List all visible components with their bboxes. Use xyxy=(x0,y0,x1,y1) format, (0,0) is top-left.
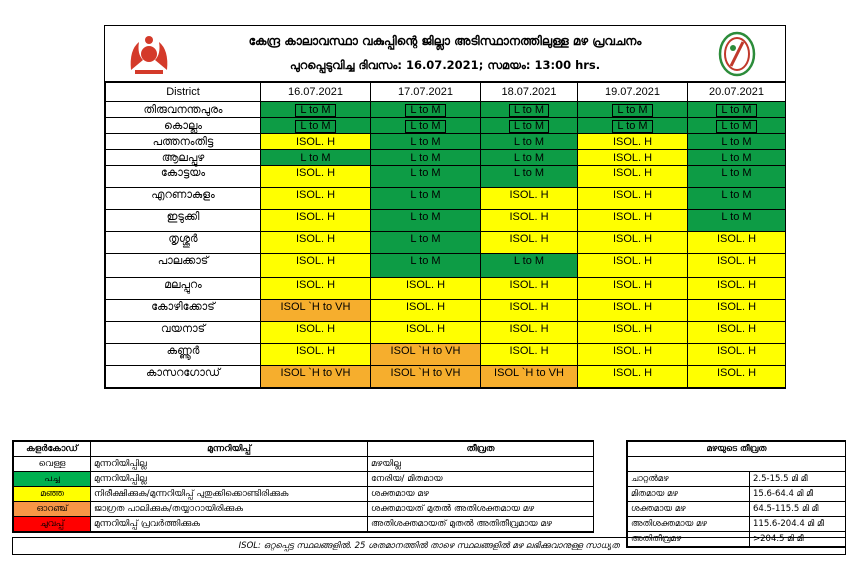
district-name: ഇടുക്കി xyxy=(106,210,261,232)
forecast-row xyxy=(106,210,786,232)
date-column-header: 20.07.2021 xyxy=(688,83,786,102)
forecast-value: L to M xyxy=(410,255,441,267)
forecast-value: ISOL. H xyxy=(509,189,549,201)
legend-color-code: വെള്ള xyxy=(14,457,91,472)
forecast-cell xyxy=(688,300,786,322)
legend-intensity: നേരിയ/ മിതമായ xyxy=(368,472,594,487)
intensity-label: മിതമായ മഴ xyxy=(628,487,750,502)
intensity-row xyxy=(628,472,846,487)
forecast-cell xyxy=(481,188,578,210)
forecast-value: ISOL. H xyxy=(509,279,549,291)
forecast-value: ISOL. H xyxy=(612,367,653,379)
forecast-value: L to M xyxy=(295,120,335,133)
forecast-value: ISOL. H xyxy=(509,301,549,313)
forecast-cell xyxy=(688,278,786,300)
forecast-cell xyxy=(481,254,578,278)
forecast-value: ISOL. H xyxy=(295,279,336,291)
date-column-header: 17.07.2021 xyxy=(371,83,481,102)
forecast-value: ISOL. H xyxy=(295,345,336,357)
forecast-table xyxy=(104,25,786,389)
forecast-value: ISOL `H to VH xyxy=(390,345,461,357)
rain-intensity-table xyxy=(626,440,846,548)
forecast-column-header-row xyxy=(106,83,786,102)
forecast-value: ISOL. H xyxy=(295,135,336,148)
legend-color-code: മഞ്ഞ xyxy=(14,487,91,502)
intensity-spacer xyxy=(628,457,846,472)
legend-row xyxy=(14,472,594,487)
intensity-label: അതിശക്തമായ മഴ xyxy=(628,517,750,532)
forecast-cell xyxy=(481,344,578,366)
forecast-cell xyxy=(578,366,688,388)
intensity-range: 15.6-64.4 മി മീ xyxy=(750,487,846,502)
forecast-value: ISOL. H xyxy=(716,279,757,291)
forecast-value: L to M xyxy=(612,104,652,117)
forecast-value: L to M xyxy=(405,104,445,117)
forecast-value: ISOL. H xyxy=(612,135,653,148)
forecast-value: L to M xyxy=(721,135,752,148)
forecast-cell xyxy=(371,232,481,254)
district-name: എറണാകുളം xyxy=(106,188,261,210)
forecast-row xyxy=(106,344,786,366)
legend-row xyxy=(14,457,594,472)
forecast-cell xyxy=(481,278,578,300)
legend-intensity: മഴയില്ല xyxy=(368,457,594,472)
forecast-cell xyxy=(578,102,688,118)
forecast-value: L to M xyxy=(721,189,752,201)
forecast-value: L to M xyxy=(509,120,549,133)
forecast-cell xyxy=(481,232,578,254)
forecast-cell xyxy=(371,278,481,300)
forecast-cell xyxy=(578,278,688,300)
forecast-value: ISOL. H xyxy=(612,189,653,201)
forecast-cell xyxy=(481,210,578,232)
forecast-value: ISOL. H xyxy=(612,233,653,245)
intensity-label: അതിതീവ്രമഴ xyxy=(628,532,750,547)
forecast-value: L to M xyxy=(721,211,752,223)
forecast-row xyxy=(106,166,786,188)
forecast-value: ISOL. H xyxy=(716,233,757,245)
forecast-cell xyxy=(578,166,688,188)
legend-header: മുന്നറിയിപ്പ് xyxy=(91,442,368,457)
forecast-cell xyxy=(578,254,688,278)
forecast-value: ISOL. H xyxy=(405,279,446,291)
forecast-value: ISOL. H xyxy=(716,323,757,335)
intensity-range: 115.6-204.4 മി മീ xyxy=(750,517,846,532)
forecast-cell xyxy=(371,344,481,366)
district-name: ആലപ്പുഴ xyxy=(106,150,261,166)
intensity-range: 64.5-115.5 മി മീ xyxy=(750,502,846,517)
forecast-value: L to M xyxy=(513,255,545,267)
intensity-spacer-row xyxy=(628,457,846,472)
forecast-row xyxy=(106,278,786,300)
forecast-value: L to M xyxy=(410,189,441,201)
legend-warning: മുന്നറിയിപ്പ് പ്രവർത്തിക്കുക xyxy=(91,517,368,532)
forecast-cell xyxy=(688,166,786,188)
forecast-cell xyxy=(688,150,786,166)
district-column-header: District xyxy=(106,83,261,102)
forecast-cell xyxy=(261,344,371,366)
forecast-cell xyxy=(371,210,481,232)
legend-header-row xyxy=(14,442,594,457)
district-name: തൃശ്ശൂർ xyxy=(106,232,261,254)
forecast-cell xyxy=(688,102,786,118)
forecast-value: L to M xyxy=(716,120,756,133)
issue-date-line xyxy=(105,58,785,73)
forecast-cell xyxy=(481,102,578,118)
forecast-value: L to M xyxy=(410,167,441,179)
forecast-cell xyxy=(481,150,578,166)
forecast-value: L to M xyxy=(513,135,545,148)
legend-warning: ജാഗ്രത പാലിക്കുക/തയ്യാറായിരിക്കുക xyxy=(91,502,368,517)
forecast-value: ISOL. H xyxy=(295,211,336,223)
forecast-value: ISOL. H xyxy=(612,151,653,164)
forecast-cell xyxy=(578,134,688,150)
legend-color-code: ഓറഞ്ച് xyxy=(14,502,91,517)
district-name: മലപ്പുറം xyxy=(106,278,261,300)
forecast-value: ISOL. H xyxy=(295,167,336,179)
date-column-header: 19.07.2021 xyxy=(578,83,688,102)
forecast-value: L to M xyxy=(410,151,441,164)
legend-row xyxy=(14,517,594,532)
district-name: കോഴിക്കോട് xyxy=(106,300,261,322)
forecast-value: ISOL. H xyxy=(716,367,757,379)
legend-color-code: ചുവപ്പ് xyxy=(14,517,91,532)
forecast-cell xyxy=(371,166,481,188)
forecast-cell xyxy=(481,300,578,322)
forecast-value: ISOL. H xyxy=(509,323,549,335)
forecast-value: ISOL `H to VH xyxy=(494,367,564,379)
forecast-cell xyxy=(261,254,371,278)
imd-logo-icon xyxy=(711,30,763,78)
forecast-value: L to M xyxy=(612,120,652,133)
forecast-value: ISOL `H to VH xyxy=(280,367,351,379)
forecast-cell xyxy=(688,134,786,150)
legend-warning: മുന്നറിയിപ്പില്ല xyxy=(91,457,368,472)
forecast-cell xyxy=(688,366,786,388)
forecast-value: ISOL. H xyxy=(716,255,757,267)
forecast-cell xyxy=(578,188,688,210)
intensity-row xyxy=(628,487,846,502)
forecast-cell xyxy=(688,232,786,254)
forecast-cell xyxy=(261,134,371,150)
issue-time-value: 13:00 hrs. xyxy=(534,58,601,72)
forecast-value: ISOL. H xyxy=(716,345,757,357)
forecast-value: L to M xyxy=(300,151,331,164)
forecast-cell xyxy=(261,166,371,188)
forecast-row xyxy=(106,134,786,150)
forecast-cell xyxy=(371,118,481,134)
forecast-cell xyxy=(688,118,786,134)
intensity-row xyxy=(628,502,846,517)
intensity-label: ശക്തമായ മഴ xyxy=(628,502,750,517)
district-name: കാസറഗോഡ് xyxy=(106,366,261,388)
forecast-cell xyxy=(371,366,481,388)
forecast-value: ISOL `H to VH xyxy=(390,367,461,379)
issue-date-value: 16.07.2021; xyxy=(405,58,484,72)
forecast-value: ISOL. H xyxy=(405,301,446,313)
forecast-row xyxy=(106,366,786,388)
forecast-cell xyxy=(371,134,481,150)
forecast-cell xyxy=(261,322,371,344)
forecast-cell xyxy=(578,232,688,254)
forecast-cell xyxy=(578,150,688,166)
forecast-value: L to M xyxy=(410,135,441,148)
forecast-row xyxy=(106,254,786,278)
district-name: കോട്ടയം xyxy=(106,166,261,188)
forecast-cell xyxy=(688,344,786,366)
forecast-cell xyxy=(261,150,371,166)
forecast-cell xyxy=(261,102,371,118)
forecast-cell xyxy=(371,150,481,166)
forecast-cell xyxy=(481,166,578,188)
forecast-cell xyxy=(481,134,578,150)
forecast-cell xyxy=(578,118,688,134)
forecast-value: ISOL. H xyxy=(612,167,653,179)
forecast-cell xyxy=(578,210,688,232)
forecast-value: ISOL. H xyxy=(295,233,336,245)
district-name: വയനാട് xyxy=(106,322,261,344)
forecast-cell xyxy=(261,210,371,232)
forecast-cell xyxy=(578,322,688,344)
forecast-cell xyxy=(481,366,578,388)
forecast-value: ISOL. H xyxy=(295,255,336,267)
forecast-value: ISOL. H xyxy=(509,211,549,223)
forecast-value: L to M xyxy=(721,151,752,164)
forecast-value: ISOL `H to VH xyxy=(280,301,351,313)
footnote: ISOL: ഒറ്റപ്പെട്ട സ്ഥലങ്ങളിൽ. 25 ശതമാനത്തിൽ താഴെ സ്ഥലങ്ങളിൽ മഴ ലഭിക്കുവാനുള്ള സാധ്യത xyxy=(12,537,846,555)
forecast-row xyxy=(106,232,786,254)
forecast-row xyxy=(106,102,786,118)
legend-warning: മുന്നറിയിപ്പില്ല xyxy=(91,472,368,487)
legend-warning: നിരീക്ഷിക്കുക/മുന്നറിയിപ്പ് പുതുക്കിക്കൊണ്ടിരിക്കുക xyxy=(91,487,368,502)
forecast-cell xyxy=(371,188,481,210)
forecast-value: L to M xyxy=(405,120,445,133)
legend-header: തീവ്രത xyxy=(368,442,594,457)
forecast-value: L to M xyxy=(295,104,335,117)
forecast-row xyxy=(106,188,786,210)
legend-row xyxy=(14,502,594,517)
date-column-header: 18.07.2021 xyxy=(481,83,578,102)
forecast-value: ISOL. H xyxy=(612,323,653,335)
forecast-value: L to M xyxy=(716,104,756,117)
forecast-value: ISOL. H xyxy=(716,301,757,313)
district-name: കണ്ണൂർ xyxy=(106,344,261,366)
forecast-row xyxy=(106,322,786,344)
forecast-value: L to M xyxy=(513,151,545,164)
forecast-cell xyxy=(371,322,481,344)
legend-row xyxy=(14,487,594,502)
issue-date-label: പുറപ്പെടുവിച്ച ദിവസം: xyxy=(289,58,402,72)
forecast-grid xyxy=(105,82,786,388)
forecast-cell xyxy=(688,322,786,344)
intensity-label: ചാറ്റൽമഴ xyxy=(628,472,750,487)
forecast-header xyxy=(105,26,785,82)
district-name: പത്തനംതിട്ട xyxy=(106,134,261,150)
forecast-value: L to M xyxy=(410,233,441,245)
forecast-cell xyxy=(578,300,688,322)
forecast-cell xyxy=(261,300,371,322)
forecast-row xyxy=(106,300,786,322)
intensity-row xyxy=(628,517,846,532)
forecast-cell xyxy=(371,300,481,322)
forecast-value: L to M xyxy=(509,104,549,117)
intensity-range: >204.5 മി മീ xyxy=(750,532,846,547)
district-name: തിരുവനന്തപുരം xyxy=(106,102,261,118)
forecast-value: ISOL. H xyxy=(295,189,336,201)
forecast-cell xyxy=(261,366,371,388)
intensity-header: മഴയുടെ തീവ്രത xyxy=(628,442,846,457)
page-title: കേന്ദ്ര കാലാവസ്ഥാ വകുപ്പിന്റെ ജില്ലാ അടിസ്ഥാനത്തിലുള്ള മഴ പ്രവചനം xyxy=(248,34,642,48)
forecast-cell xyxy=(371,102,481,118)
intensity-header-row xyxy=(628,442,846,457)
forecast-cell xyxy=(261,232,371,254)
forecast-value: L to M xyxy=(513,167,545,179)
forecast-cell xyxy=(688,210,786,232)
forecast-cell xyxy=(578,344,688,366)
legend-header: കളർകോഡ് xyxy=(14,442,91,457)
forecast-cell xyxy=(688,188,786,210)
color-code-legend xyxy=(12,440,594,533)
district-name: കൊല്ലം xyxy=(106,118,261,134)
forecast-value: ISOL. H xyxy=(405,323,446,335)
date-column-header: 16.07.2021 xyxy=(261,83,371,102)
forecast-cell xyxy=(481,322,578,344)
forecast-cell xyxy=(261,188,371,210)
forecast-row xyxy=(106,150,786,166)
forecast-cell xyxy=(481,118,578,134)
forecast-cell xyxy=(371,254,481,278)
forecast-value: ISOL. H xyxy=(509,345,549,357)
forecast-value: ISOL. H xyxy=(509,233,549,245)
district-name: പാലക്കാട് xyxy=(106,254,261,278)
forecast-value: ISOL. H xyxy=(612,211,653,223)
forecast-value: ISOL. H xyxy=(295,323,336,335)
forecast-value: L to M xyxy=(721,167,752,179)
forecast-cell xyxy=(688,254,786,278)
forecast-value: ISOL. H xyxy=(612,279,653,291)
forecast-value: ISOL. H xyxy=(612,255,653,267)
forecast-cell xyxy=(261,278,371,300)
intensity-range: 2.5-15.5 മി മീ xyxy=(750,472,846,487)
legend-intensity: ശക്തമായ മഴ xyxy=(368,487,594,502)
forecast-value: ISOL. H xyxy=(612,345,653,357)
legend-intensity: ശക്തമായത് മുതൽ അതിശക്തമായ മഴ xyxy=(368,502,594,517)
forecast-row xyxy=(106,118,786,134)
forecast-value: ISOL. H xyxy=(612,301,653,313)
issue-time-label: സമയം: xyxy=(487,58,531,72)
forecast-cell xyxy=(261,118,371,134)
forecast-value: L to M xyxy=(410,211,441,223)
legend-intensity: അതിശക്തമായത് മുതൽ അതിതീവ്രമായ മഴ xyxy=(368,517,594,532)
legend-color-code: പച്ച xyxy=(14,472,91,487)
